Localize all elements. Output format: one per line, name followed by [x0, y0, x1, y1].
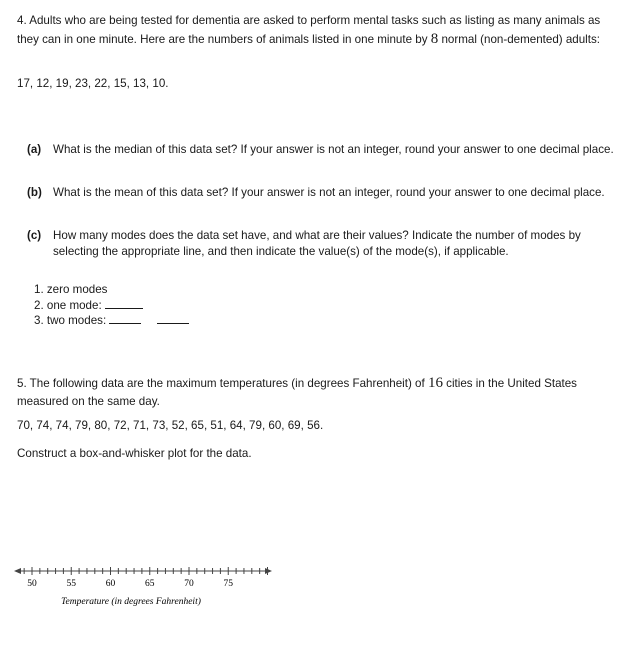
q5-stem: [17, 374, 617, 411]
part-b-tag: (b): [27, 186, 42, 199]
part-b-text: What is the mean of this data set? If your answer is not an integer, round your answer to one decimal place.: [53, 186, 605, 199]
q4-part-a: [27, 142, 617, 158]
two-modes-blank-1[interactable]: [109, 314, 141, 324]
tick-label-50: 50: [27, 579, 37, 589]
part-c-tag: (c): [27, 229, 42, 242]
q4-stem-text-before: 4. Adults who are being tested for dementia are asked to perform mental tasks such as listing as many animals as they can in one minute. Here are the numbers of animals listed in one minute by: [17, 14, 601, 46]
right-arrow-icon: [265, 568, 272, 574]
number-line[interactable]: [0, 560, 300, 620]
number-line-tick-labels: [27, 579, 233, 589]
one-mode-blank[interactable]: [105, 299, 143, 309]
q5-instruction: Construct a box-and-whisker plot for the data.: [17, 447, 252, 460]
left-arrow-icon: [14, 568, 21, 574]
part-a-tag: (a): [27, 143, 42, 156]
axis-title: Temperature (in degrees Fahrenheit): [61, 597, 201, 607]
two-modes-blank-2[interactable]: [157, 314, 189, 324]
option-zero-modes-label: 1. zero modes: [34, 283, 108, 296]
mode-options: [34, 282, 189, 329]
q5-stem-text-before: 5. The following data are the maximum temperatures (in degrees Fahrenheit) of: [17, 377, 428, 390]
q4-part-b: [27, 185, 617, 201]
q4-part-c: [27, 228, 617, 260]
part-a-text: What is the median of this data set? If your answer is not an integer, round your answer to one decimal place.: [53, 143, 614, 156]
tick-label-65: 65: [145, 579, 155, 589]
tick-label-70: 70: [184, 579, 194, 589]
option-zero-modes[interactable]: [34, 282, 189, 298]
tick-label-75: 75: [223, 579, 233, 589]
option-two-modes[interactable]: [34, 313, 189, 329]
q4-count: 8: [430, 31, 439, 47]
q4-stem-text-after: normal (non-demented) adults:: [438, 33, 601, 46]
option-two-modes-label: 3. two modes:: [34, 314, 107, 327]
q5-count: 16: [427, 375, 443, 391]
q4-data-values: 17, 12, 19, 23, 22, 15, 13, 10.: [17, 77, 169, 90]
tick-label-55: 55: [66, 579, 76, 589]
q4-stem: [17, 12, 617, 49]
option-one-mode[interactable]: [34, 298, 189, 314]
part-c-text: How many modes does the data set have, and what are their values? Indicate the number of modes by selecting the appropriate line, and then indicate the value(s) of the mode(s), if applicable.: [53, 229, 581, 258]
q5-data-values: 70, 74, 74, 79, 80, 72, 71, 73, 52, 65, 51, 64, 79, 60, 69, 56.: [17, 419, 324, 432]
q5-stem-text-after: cities in the United States measured on the same day.: [17, 377, 577, 408]
option-one-mode-label: 2. one mode:: [34, 298, 102, 312]
tick-label-60: 60: [105, 579, 116, 589]
